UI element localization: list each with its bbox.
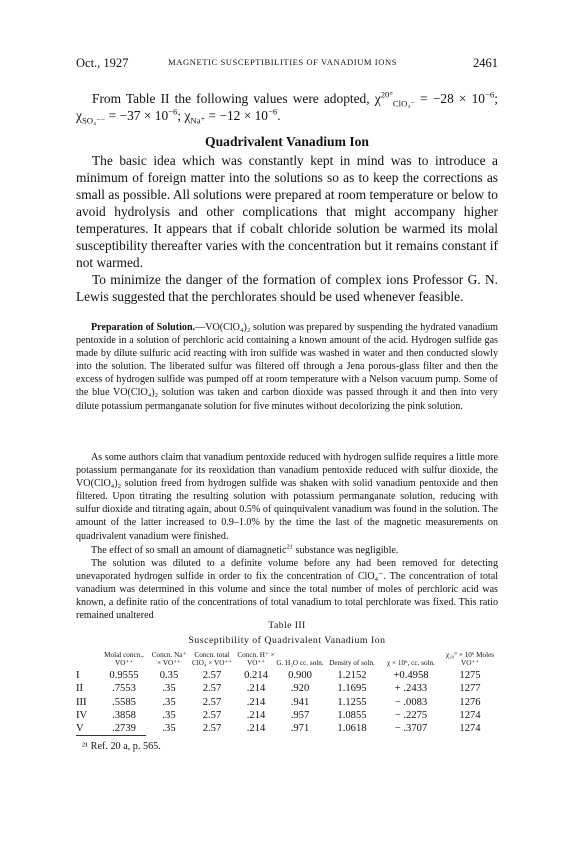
table-cell: − .2275 <box>394 709 428 721</box>
preparation-heading: Preparation of Solution. <box>91 322 196 333</box>
intro-sub: Na⁺ <box>190 115 206 126</box>
table-header-cell: G. H₂O cc. soln. <box>276 658 324 667</box>
intro-text: . <box>277 108 281 123</box>
footnote-ref: 21 <box>286 543 293 551</box>
table-cell: − .0083 <box>394 696 428 708</box>
paragraph-diamagnetic <box>76 544 498 557</box>
table-cell: 1.0855 <box>337 709 367 721</box>
paragraph-perchlorates: To minimize the danger of the formation of complex ions Professor G. N. Lewis suggested that the perchlorates should be used whenever feasible. <box>76 272 498 304</box>
table-row <box>76 709 498 722</box>
table-cell: .35 <box>162 723 176 735</box>
table-cell: .7553 <box>112 683 136 695</box>
table-header-cell: Concn. Na⁺ × VO⁺⁺ <box>151 651 187 667</box>
intro-text: = −28 × 10 <box>415 91 486 106</box>
table-header-cell: χ × 10⁶, cc. soln. <box>387 658 435 667</box>
page-number: 2461 <box>473 56 498 70</box>
table-cell: 0.35 <box>159 670 179 682</box>
table-header-cell: χ₂₀° × 10⁶ Moles VO⁺⁺ <box>445 651 495 667</box>
table-header-cell: Concn. H⁺ × VO⁺⁺ <box>237 651 275 667</box>
intro-sub: SO₄⁻⁻ <box>81 115 106 126</box>
table-cell: 1275 <box>459 670 481 682</box>
table-cell: 1277 <box>459 683 481 695</box>
footnote: ²¹ Ref. 20 a, p. 565. <box>82 741 161 752</box>
table-header-cell: Density of soln. <box>329 658 375 667</box>
table-cell: +0.4958 <box>393 670 429 682</box>
table-cell: .214 <box>246 696 266 708</box>
table-header-row <box>76 652 498 669</box>
table-cell: 0.900 <box>288 670 312 682</box>
intro-text: From Table II the following values were adopted, χ <box>92 91 381 106</box>
table-cell: .35 <box>162 696 176 708</box>
table-subtitle: Susceptibility of Quadrivalent Vanadium Ion <box>188 635 386 646</box>
table-cell: .971 <box>290 723 310 735</box>
intro-sup: −6 <box>268 106 278 117</box>
intro-text: ; χ <box>76 91 499 123</box>
paragraph-titration: As some authors claim that vanadium pentoxide reduced with hydrogen sulfide requires a little more potassium permanganate for its reoxidation than vanadium pentoxide reduced with sulfur dioxide, the VO(ClO₄)₂ solution freed from hydrogen sulfide was shaken with solid vanadium pentoxide and then filtered. Upon titrating the resulting solution with potassium permanganate solution, reducing with sulfur dioxide and titrating again, about 0.5% of quinquivalent vanadium was found in the solution. The amount of the latter increased to 0.9–1.0% by the time the last of the magnetic measurements on quadrivalent vanadium were finished. <box>76 452 498 542</box>
intro-text: = −12 × 10 <box>205 108 268 123</box>
diamagnetic-text: The effect of so small an amount of diamagnetic <box>91 545 287 556</box>
intro-sup: 20° <box>380 89 393 100</box>
table-row <box>76 682 498 695</box>
table-cell: V <box>76 723 84 735</box>
susceptibility-table <box>76 652 498 735</box>
table-cell: 1274 <box>459 723 481 735</box>
header-title: MAGNETIC SUSCEPTIBILITIES OF VANADIUM IONS <box>168 57 398 67</box>
table-cell: 2.57 <box>202 670 222 682</box>
footnote-rule <box>76 735 146 736</box>
table-cell: 2.57 <box>202 696 222 708</box>
table-cell: .941 <box>290 696 310 708</box>
table-cell: 0.9555 <box>109 670 139 682</box>
table-cell: − .3707 <box>394 723 428 735</box>
table-row <box>76 722 498 735</box>
table-cell: .5585 <box>112 696 136 708</box>
table-cell: IV <box>76 709 88 721</box>
section-title: Quadrivalent Vanadium Ion <box>205 134 369 149</box>
table-cell: + .2433 <box>394 683 428 695</box>
paragraph-basic-idea: The basic idea which was constantly kept in mind was to introduce a minimum of foreign matter into the solutions so as to keep the corrections as small as possible. All solutions were prepared at room temperature or below to avoid hydrolysis and other complications that might accompany higher temperatures. It appears that if cobalt chloride solution be warmed its molal susceptibility thereafter varies with the concentration but it remains constant if not warmed. <box>76 153 498 270</box>
table-cell: .35 <box>162 683 176 695</box>
intro-text: = −37 × 10 <box>105 108 169 123</box>
table-cell: 1.0618 <box>337 723 367 735</box>
table-cell: 1.1255 <box>337 696 367 708</box>
diamagnetic-text: substance was negligible. <box>293 545 399 556</box>
table-cell: .214 <box>246 683 266 695</box>
table-cell: 1276 <box>459 696 481 708</box>
table-title: Table III <box>268 620 306 631</box>
intro-paragraph <box>76 90 498 124</box>
table-cell: .957 <box>290 709 310 721</box>
table-header-cell <box>76 652 98 669</box>
table-cell: 1.2152 <box>337 670 367 682</box>
table-row <box>76 696 498 709</box>
intro-sup: −6 <box>485 89 495 100</box>
intro-text: ; χ <box>177 108 191 123</box>
table-cell: 2.57 <box>202 723 222 735</box>
table-cell: .2739 <box>112 723 136 735</box>
paragraph-preparation <box>76 321 498 413</box>
paragraph-dilution: The solution was diluted to a definite volume before any had been removed for detecting unevaporated hydrogen sulfide in order to fix the concentration of ClO₄⁻. The concentration of total vanadium was determined in this volume and since the total number of moles of perchloric acid was known, a definite ratio of the concentrations of total vanadium to total perchlorate was fixed. This ratio remained unaltered <box>76 558 498 622</box>
header-date: Oct., 1927 <box>76 56 129 70</box>
table-cell: .35 <box>162 709 176 721</box>
table-cell: 1274 <box>459 709 481 721</box>
table-cell: .214 <box>246 709 266 721</box>
preparation-text: —VO(ClO₄)₂ solution was prepared by suspending the hydrated vanadium pentoxide in a solution of perchloric acid containing a known amount of the acid. Hydrogen sulfide gas made by dilute sulfuric acid reacting with iron sulfide was washed in water and then conducted slowly into the solution. The liberated sulfur was filtered off through a Jena porous-glass filter and then the excess of hydrogen sulfide was pumped off at room temperature with a Nelson vacuum pump. Some of the blue VO(ClO₄)₂ solution was taken and carbon dioxide was passed through it and then into very dilute potassium permanganate solution for five minutes without decolorizing the pink solution. <box>76 322 498 412</box>
table-row <box>76 669 498 682</box>
running-header <box>76 56 498 74</box>
intro-sup: −6 <box>168 106 178 117</box>
table-cell: II <box>76 683 84 695</box>
table-cell: .3858 <box>112 709 136 721</box>
intro-sub: ClO₄⁻ <box>392 98 416 109</box>
table-cell: .214 <box>246 723 266 735</box>
table-cell: 0.214 <box>244 670 268 682</box>
table-cell: 2.57 <box>202 709 222 721</box>
table-header-cell: Concn. total ClO₄ × VO⁺⁺ <box>192 651 232 667</box>
table-cell: 1.1695 <box>337 683 367 695</box>
table-cell: .920 <box>290 683 310 695</box>
table-cell: I <box>76 670 80 682</box>
table-cell: 2.57 <box>202 683 222 695</box>
table-header-cell: Molal concn., VO⁺⁺ <box>104 651 144 667</box>
table-cell: III <box>76 696 87 708</box>
